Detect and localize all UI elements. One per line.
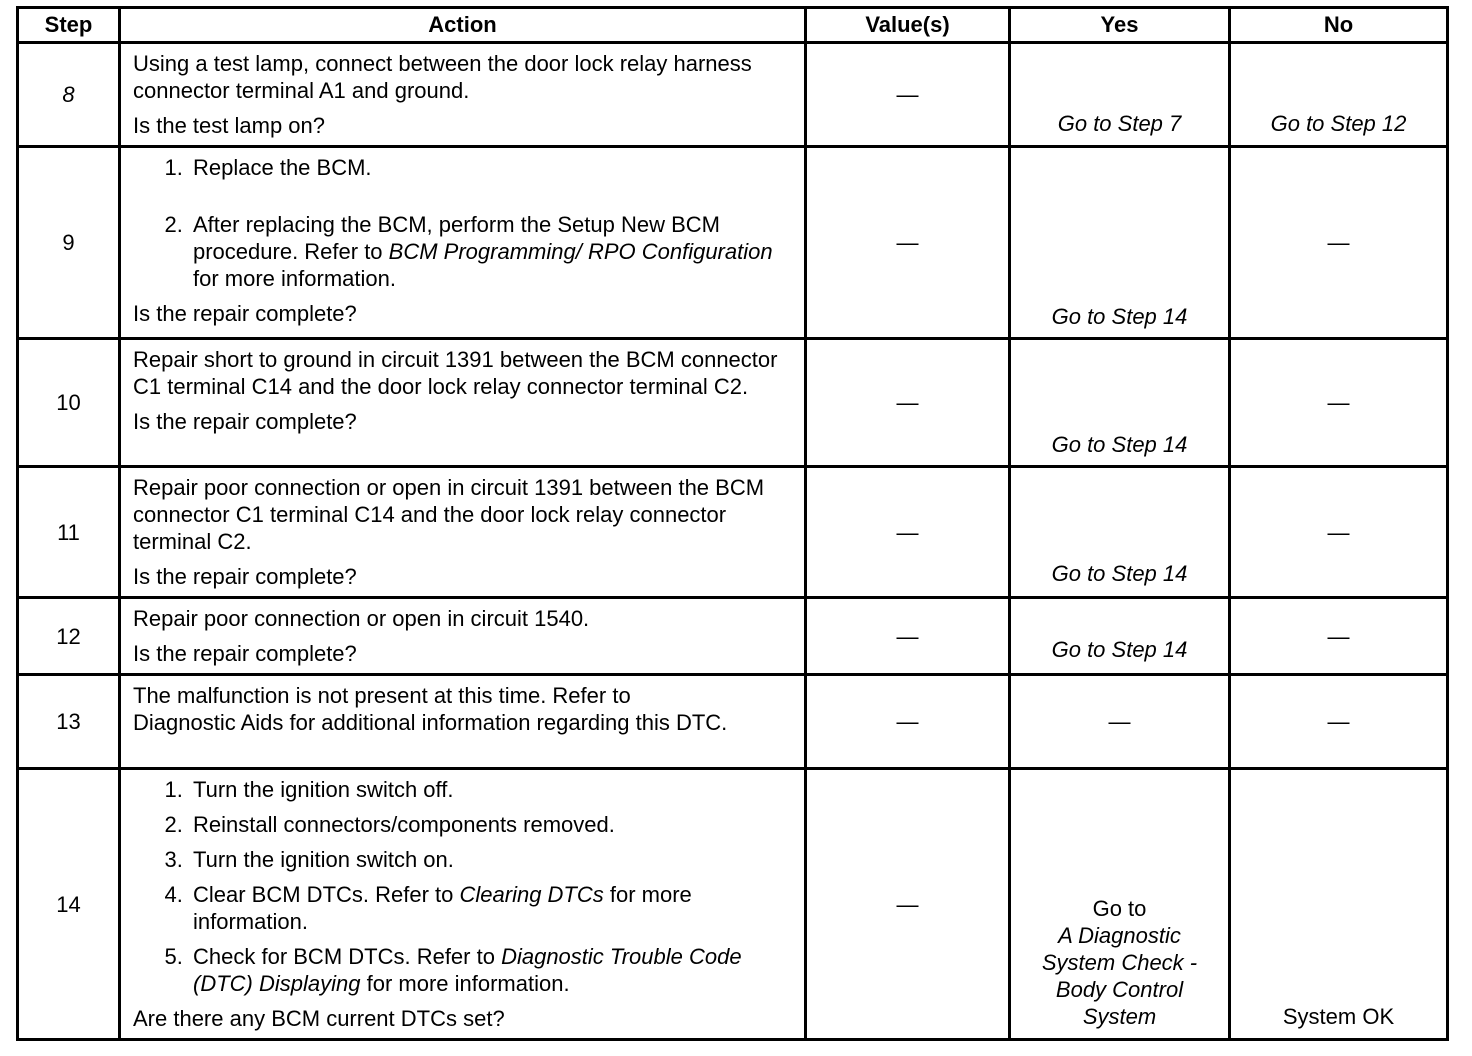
action-item-text: Turn the ignition switch off. — [193, 777, 454, 802]
no-cell — [1230, 339, 1448, 467]
no-result: System OK — [1282, 1004, 1395, 1029]
action-item-text: Turn the ignition switch on. — [193, 847, 454, 872]
action-item-text: After replacing the BCM, perform the Setup New BCM procedure. Refer to — [193, 212, 720, 264]
action-cell — [120, 769, 806, 1040]
no-goto: Go to Step 12 — [1270, 111, 1407, 136]
action-item — [189, 154, 794, 181]
action-text: The malfunction is not present at this time. Refer to Diagnostic Aids for additional information regarding this DTC. — [133, 683, 728, 735]
step-number: 12 — [18, 598, 120, 675]
header-yes: Yes — [1010, 8, 1230, 43]
action-item-text: Replace the BCM. — [193, 155, 372, 180]
table-row — [18, 339, 1448, 467]
action-item — [189, 943, 794, 997]
table-row — [18, 43, 1448, 147]
header-step: Step — [18, 8, 120, 43]
yes-goto: Go to Step 14 — [1051, 637, 1188, 662]
value-cell — [806, 675, 1010, 769]
action-question: Is the test lamp on? — [133, 113, 325, 138]
value-dash: — — [896, 623, 919, 649]
action-cell — [120, 467, 806, 598]
action-item-text: Clear BCM DTCs. Refer to — [193, 882, 460, 907]
yes-cell — [1010, 598, 1230, 675]
value-dash: — — [896, 390, 919, 415]
action-text: Repair poor connection or open in circuit 1540. — [133, 606, 590, 631]
step-number: 9 — [18, 147, 120, 339]
action-text: Repair poor connection or open in circuit 1391 between the BCM connector C1 terminal C14 and the door lock relay connector terminal C2. — [133, 475, 765, 554]
action-text: Repair short to ground in circuit 1391 between the BCM connector C1 terminal C14 and the door lock relay connector terminal C2. — [133, 347, 778, 399]
value-cell — [806, 43, 1010, 147]
no-cell — [1230, 43, 1448, 147]
table-row — [18, 467, 1448, 598]
action-cell — [120, 43, 806, 147]
no-dash: — — [1327, 623, 1350, 649]
action-text: Using a test lamp, connect between the door lock relay harness connector terminal A1 and ground. — [133, 51, 752, 103]
yes-goto: Go to Step 14 — [1051, 432, 1188, 457]
header-row — [18, 8, 1448, 43]
value-dash: — — [896, 891, 919, 917]
yes-cell — [1010, 339, 1230, 467]
yes-cell — [1010, 147, 1230, 339]
value-cell — [806, 598, 1010, 675]
no-dash: — — [1327, 390, 1350, 415]
action-question: Is the repair complete? — [133, 301, 357, 326]
header-action: Action — [120, 8, 806, 43]
action-item-text: for more information. — [193, 882, 692, 934]
no-cell — [1230, 769, 1448, 1040]
yes-goto-prefix: Go to — [1092, 896, 1147, 921]
yes-dash: — — [1108, 709, 1131, 734]
no-cell — [1230, 467, 1448, 598]
action-item-text: for more information. — [360, 971, 570, 996]
yes-cell — [1010, 467, 1230, 598]
value-dash: — — [896, 709, 919, 734]
action-item-text: Check for BCM DTCs. Refer to — [193, 944, 502, 969]
header-no: No — [1230, 8, 1448, 43]
action-item — [189, 211, 794, 292]
action-item — [189, 776, 794, 803]
yes-goto: Go to Step 14 — [1051, 561, 1188, 586]
step-number: 10 — [18, 339, 120, 467]
action-cell — [120, 147, 806, 339]
yes-cell — [1010, 675, 1230, 769]
value-cell — [806, 467, 1010, 598]
step-number: 14 — [18, 769, 120, 1040]
yes-goto: Go to Step 14 — [1051, 304, 1188, 329]
value-cell — [806, 339, 1010, 467]
yes-goto-reference: A Diagnostic System Check - Body Control System — [1041, 923, 1198, 1029]
action-question: Are there any BCM current DTCs set? — [133, 1006, 505, 1031]
value-cell — [806, 769, 1010, 1040]
value-cell — [806, 147, 1010, 339]
yes-goto-block — [1011, 895, 1228, 1030]
action-item — [189, 811, 794, 838]
no-dash: — — [1327, 230, 1350, 255]
action-question: Is the repair complete? — [133, 409, 357, 434]
action-item — [189, 846, 794, 873]
table-row — [18, 598, 1448, 675]
no-dash: — — [1327, 519, 1350, 545]
header-values: Value(s) — [806, 8, 1010, 43]
yes-cell — [1010, 43, 1230, 147]
action-cell — [120, 598, 806, 675]
step-number: 13 — [18, 675, 120, 769]
table-row — [18, 769, 1448, 1040]
action-item-text: for more information. — [193, 266, 396, 291]
reference-link-text: Diagnostic Trouble Code (DTC) Displaying — [193, 944, 742, 996]
action-item-text: Reinstall connectors/components removed. — [193, 812, 615, 837]
no-cell — [1230, 598, 1448, 675]
step-number: 11 — [18, 467, 120, 598]
no-cell — [1230, 147, 1448, 339]
value-dash: — — [896, 230, 919, 255]
reference-link-text: Clearing DTCs — [459, 882, 604, 907]
action-cell — [120, 339, 806, 467]
yes-goto: Go to Step 7 — [1057, 111, 1182, 136]
action-question: Is the repair complete? — [133, 641, 357, 666]
value-dash: — — [896, 519, 919, 545]
action-cell — [120, 675, 806, 769]
value-dash: — — [896, 82, 919, 107]
reference-link-text: BCM Programming/ RPO Configuration — [388, 239, 773, 264]
no-dash: — — [1327, 709, 1350, 734]
table-row — [18, 675, 1448, 769]
action-question: Is the repair complete? — [133, 564, 357, 589]
step-number: 8 — [18, 43, 120, 147]
no-cell — [1230, 675, 1448, 769]
table-row — [18, 147, 1448, 339]
yes-cell — [1010, 769, 1230, 1040]
diagnostic-table — [16, 6, 1449, 1041]
action-item — [189, 881, 794, 935]
